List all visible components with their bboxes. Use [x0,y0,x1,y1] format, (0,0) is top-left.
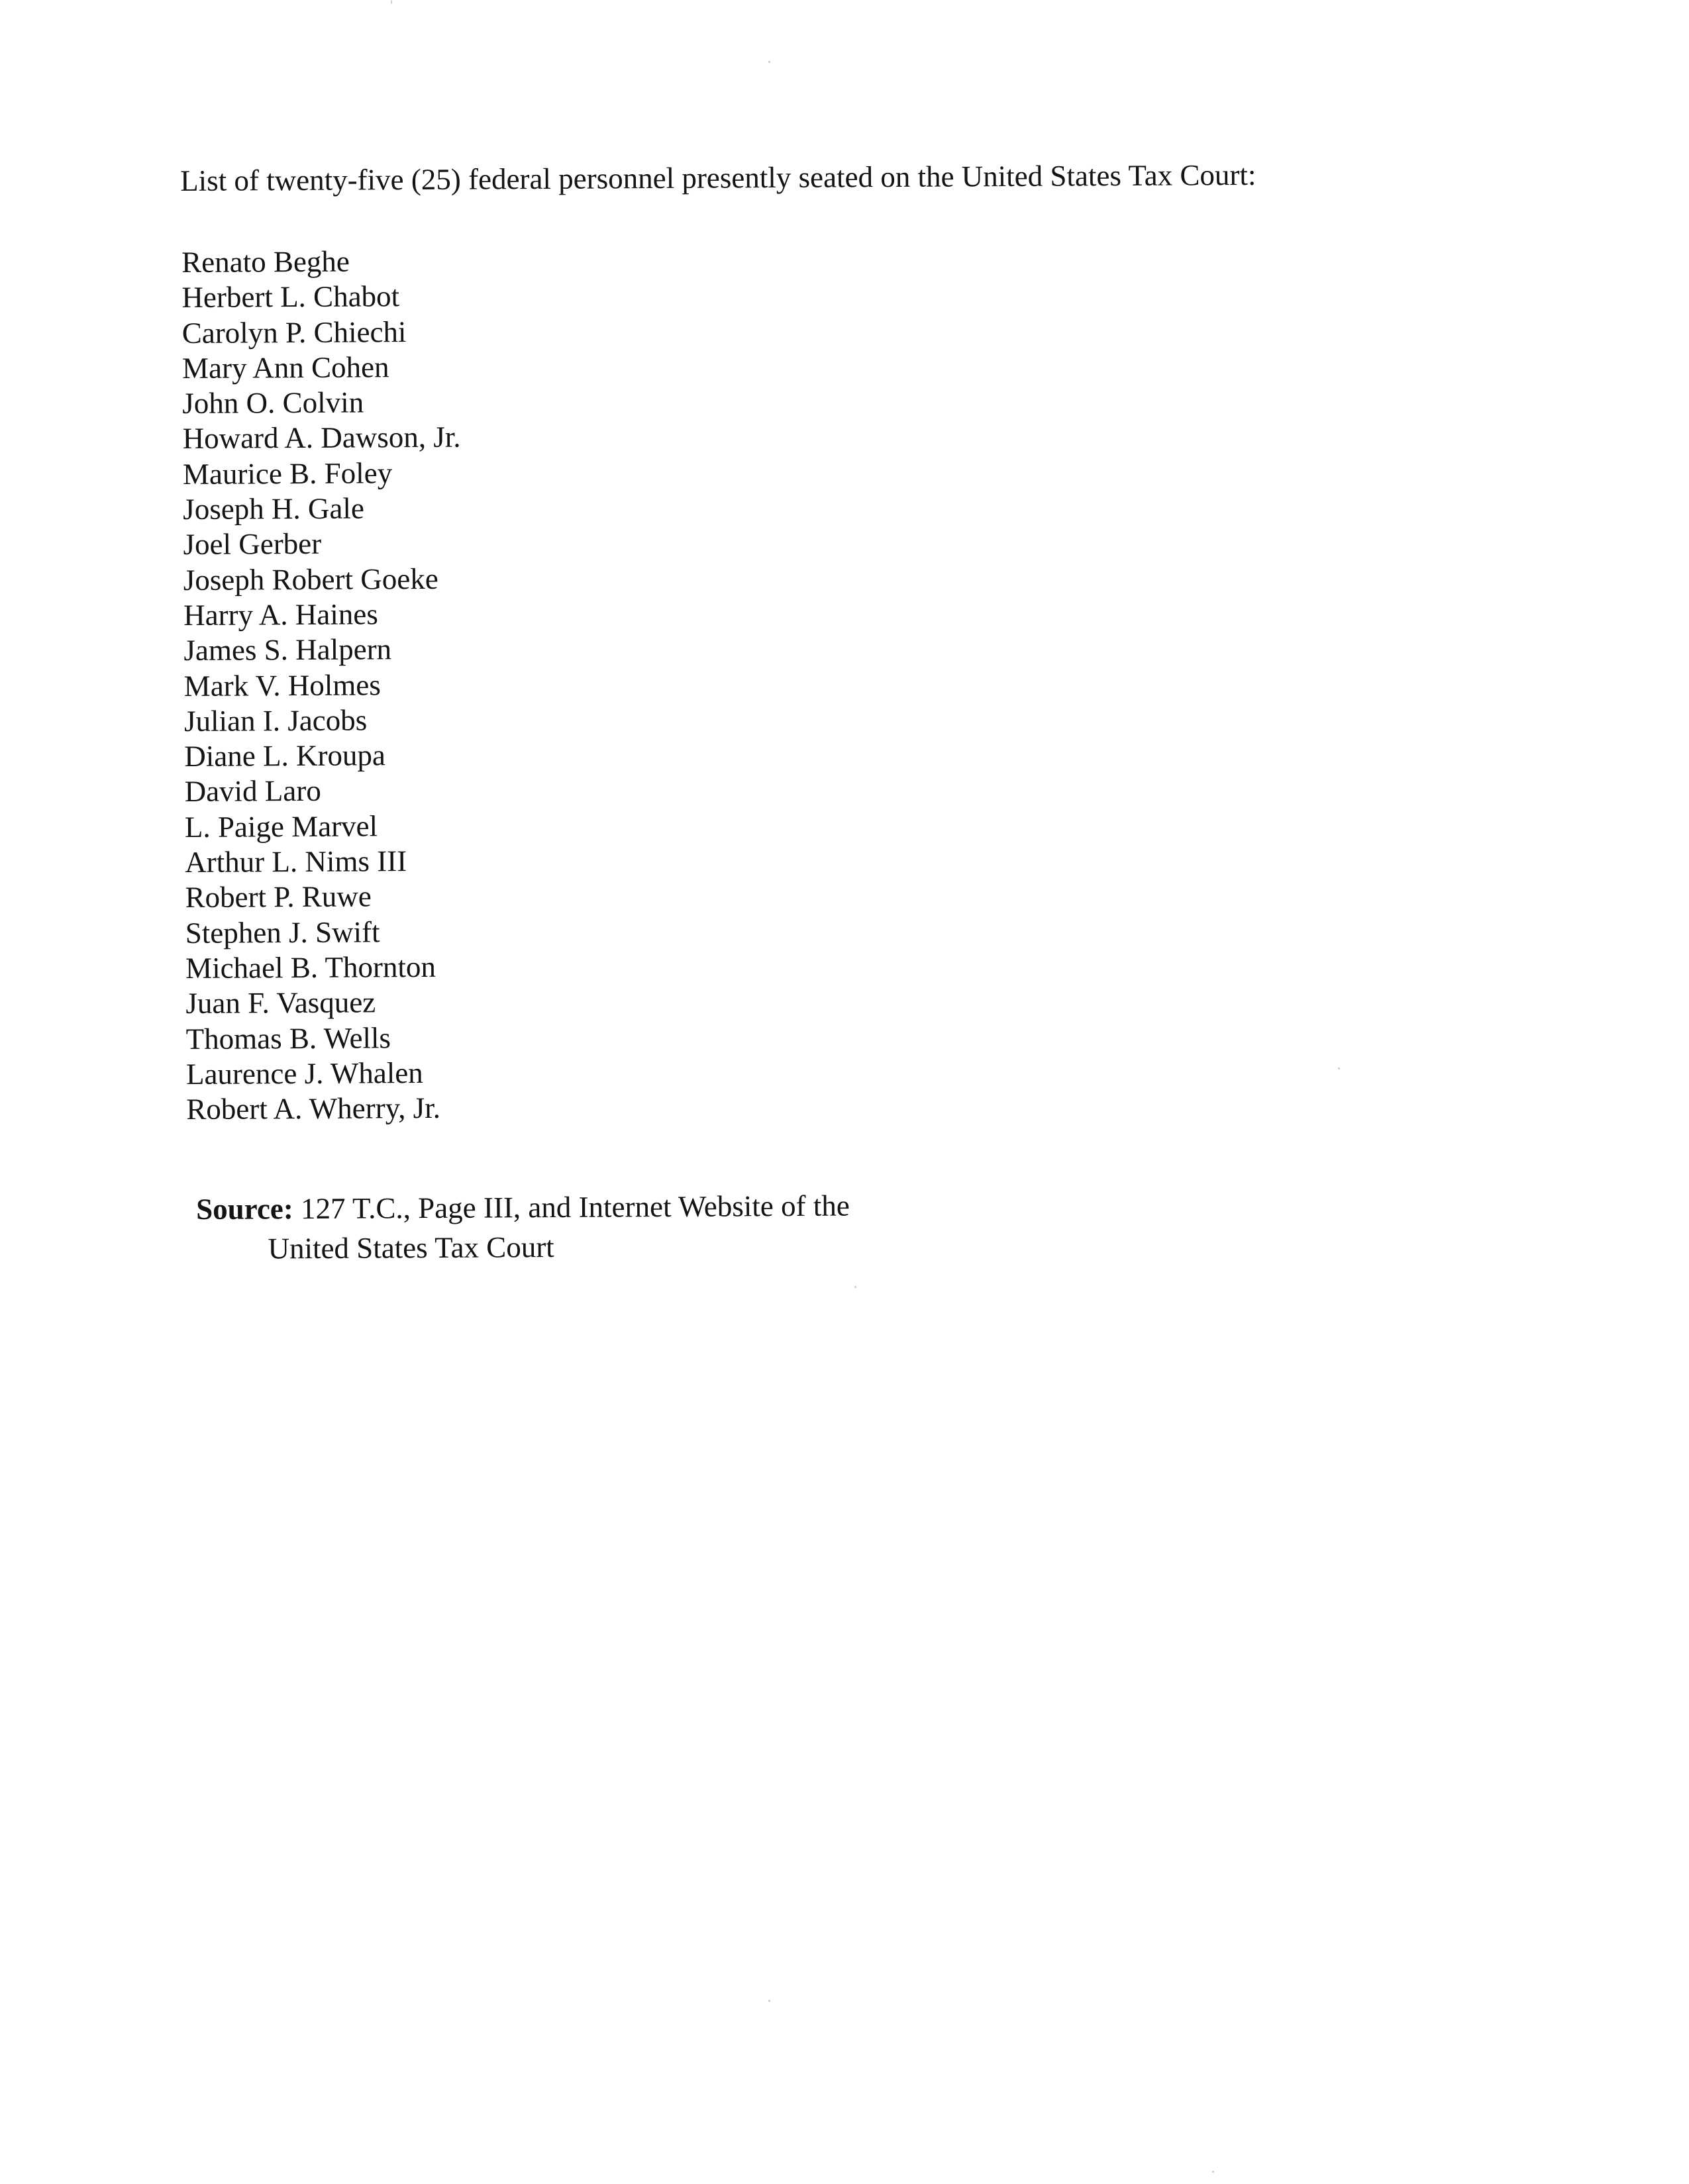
list-item: Mary Ann Cohen [181,350,389,385]
list-item: David Laro [184,774,321,809]
list-item: Thomas B. Wells [185,1020,391,1056]
list-item: Stephen J. Swift [185,915,380,950]
scan-speck [1212,2171,1214,2173]
source-text-line-1: 127 T.C., Page III, and Internet Website of the [300,1189,850,1226]
scan-speck [768,2000,770,2002]
scan-speck [391,0,392,4]
source-citation [196,1185,850,1269]
list-item: Carolyn P. Chiechi [181,315,407,350]
source-text-line-2: United States Tax Court [268,1230,554,1266]
list-item: Maurice B. Foley [182,456,393,491]
source-label: Source: [196,1192,293,1226]
list-item: Laurence J. Whalen [185,1056,423,1091]
scan-speck [854,1286,856,1288]
page-heading: List of twenty-five (25) federal personnel presently seated on the United States Tax Court: [180,158,1256,197]
list-item: John O. Colvin [182,385,364,421]
list-item: Juan F. Vasquez [185,985,376,1020]
scan-speck [768,61,770,63]
list-item: Robert P. Ruwe [185,879,372,915]
list-item: Harry A. Haines [183,597,378,632]
source-line-2 [196,1225,850,1269]
list-item: Arthur L. Nims III [185,844,407,879]
list-item: Robert A. Wherry, Jr. [186,1091,441,1126]
list-item: Mark V. Holmes [183,668,381,703]
list-item: Joseph H. Gale [183,491,365,526]
list-item: James S. Halpern [183,632,392,668]
list-item: Joel Gerber [183,527,322,562]
source-line-1 [196,1185,850,1229]
list-item: Renato Beghe [181,244,350,279]
scan-speck [1338,1067,1340,1069]
list-item: Howard A. Dawson, Jr. [182,421,461,456]
list-item: Julian I. Jacobs [183,703,368,738]
judge-name-list [181,244,464,1128]
list-item: Joseph Robert Goeke [183,562,438,597]
list-item: Herbert L. Chabot [181,279,400,315]
list-item: Michael B. Thornton [185,950,436,985]
list-item: L. Paige Marvel [184,809,378,844]
list-item: Diane L. Kroupa [184,738,386,773]
